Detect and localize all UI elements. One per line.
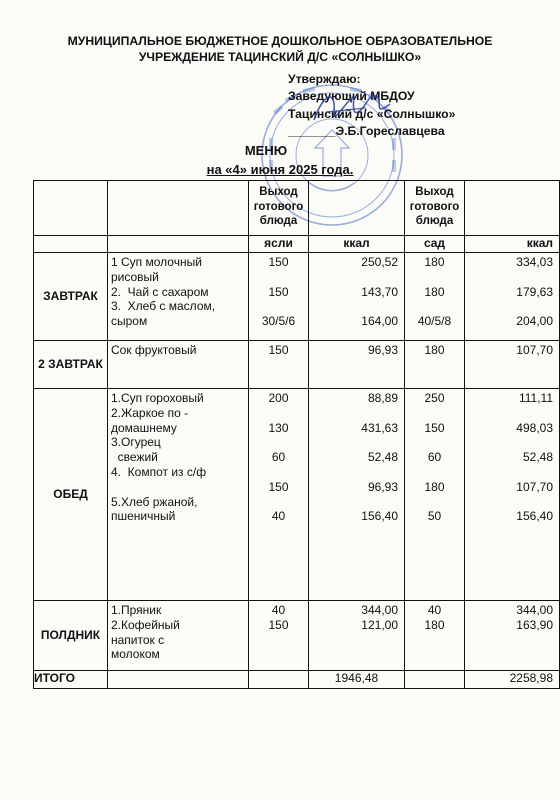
value-line bbox=[465, 270, 553, 285]
value-line: 40/5/8 bbox=[417, 314, 452, 329]
value-line: 40 bbox=[427, 603, 442, 617]
value-garden bbox=[405, 601, 465, 671]
value-line: 96,93 bbox=[367, 343, 398, 357]
value-garden bbox=[405, 389, 465, 601]
organization-line-2: УЧРЕЖДЕНИЕ ТАЦИНСКИЙ Д/С «СОЛНЫШКО» bbox=[138, 50, 422, 64]
dish-list bbox=[108, 341, 249, 389]
dish-line: сыром bbox=[111, 314, 148, 329]
value-line: 60 bbox=[271, 450, 286, 465]
value-line: 156,40 bbox=[361, 509, 398, 524]
dish-line: 3. Хлеб с маслом, bbox=[111, 299, 216, 314]
value-garden bbox=[405, 253, 465, 341]
value-line: 111,11 bbox=[518, 391, 553, 405]
dish-line: 1 Суп молочный bbox=[111, 255, 202, 269]
dish-line: 2.Жаркое по - bbox=[111, 405, 189, 420]
meal-row bbox=[34, 341, 560, 389]
column-kcal-nursery: ккал bbox=[309, 236, 405, 253]
approval-signatory: _______Э.Б.Гореславцева bbox=[288, 123, 445, 138]
value-line: 150 bbox=[268, 617, 289, 632]
value-line: 180 bbox=[424, 343, 445, 357]
total-label: ИТОГО bbox=[34, 671, 108, 689]
value-kcal1 bbox=[309, 601, 405, 671]
organization-line-1: МУНИЦИПАЛЬНОЕ БЮДЖЕТНОЕ ДОШКОЛЬНОЕ ОБРАЗОВАТЕЛЬНОЕ bbox=[67, 34, 493, 48]
total-kcal-nursery: 1946,48 bbox=[309, 671, 405, 689]
value-line: 150 bbox=[268, 255, 289, 269]
value-line bbox=[309, 435, 398, 450]
value-line: 143,70 bbox=[361, 284, 398, 299]
value-line bbox=[249, 495, 308, 510]
dish-list bbox=[108, 601, 249, 671]
value-line bbox=[249, 435, 308, 450]
value-line: 60 bbox=[427, 450, 442, 465]
value-line: 107,70 bbox=[516, 479, 553, 494]
value-kcal1 bbox=[309, 341, 405, 389]
value-line: 50 bbox=[427, 509, 442, 524]
value-line: 52,48 bbox=[367, 450, 398, 465]
meal-name: ОБЕД bbox=[34, 389, 108, 601]
value-kcal1 bbox=[309, 253, 405, 341]
dish-line: домашнему bbox=[111, 420, 177, 435]
value-line: 88,89 bbox=[367, 391, 398, 405]
dish-line: молоком bbox=[111, 647, 160, 662]
value-nursery bbox=[249, 389, 309, 601]
value-nursery bbox=[249, 601, 309, 671]
value-line: 344,00 bbox=[361, 603, 398, 617]
value-line: 156,40 bbox=[516, 509, 553, 524]
dish-line bbox=[111, 480, 245, 495]
dish-line: свежий bbox=[111, 450, 158, 465]
approval-organization: Тацинский д/с «Солнышко» bbox=[288, 106, 456, 121]
table-subheader-row bbox=[34, 236, 560, 253]
meal-row bbox=[34, 253, 560, 341]
meal-name: 2 ЗАВТРАК bbox=[34, 341, 108, 389]
value-line: 164,00 bbox=[361, 314, 398, 329]
value-line bbox=[249, 299, 308, 314]
value-line: 96,93 bbox=[367, 479, 398, 494]
meal-name: ЗАВТРАК bbox=[34, 253, 108, 341]
value-kcal2 bbox=[465, 341, 560, 389]
value-line bbox=[405, 299, 464, 314]
value-line: 498,03 bbox=[516, 420, 553, 435]
column-kcal-garden: ккал bbox=[465, 236, 560, 253]
value-line bbox=[465, 406, 553, 421]
value-line: 130 bbox=[268, 420, 289, 435]
value-line bbox=[309, 495, 398, 510]
value-line: 150 bbox=[424, 420, 445, 435]
value-line: 334,03 bbox=[516, 255, 553, 269]
dish-list bbox=[108, 253, 249, 341]
value-line bbox=[405, 495, 464, 510]
value-line bbox=[309, 465, 398, 480]
value-line bbox=[465, 465, 553, 480]
yield-header-1: Выход готового блюда bbox=[249, 181, 309, 236]
menu-table bbox=[33, 180, 560, 689]
dish-line: 5.Хлеб ржаной, bbox=[111, 494, 198, 509]
total-row bbox=[34, 671, 560, 689]
value-line bbox=[465, 435, 553, 450]
value-kcal1 bbox=[309, 389, 405, 601]
value-garden bbox=[405, 341, 465, 389]
value-line bbox=[309, 406, 398, 421]
value-line: 121,00 bbox=[361, 617, 398, 632]
yield-header-2: Выход готового блюда bbox=[405, 181, 465, 236]
value-line bbox=[249, 406, 308, 421]
value-line: 200 bbox=[268, 391, 289, 405]
value-kcal2 bbox=[465, 389, 560, 601]
approval-position: Заведующий МБДОУ bbox=[288, 89, 415, 104]
value-line: 150 bbox=[268, 284, 289, 299]
value-line: 163,90 bbox=[516, 617, 553, 632]
value-line bbox=[465, 299, 553, 314]
value-line: 431,63 bbox=[361, 420, 398, 435]
value-line: 40 bbox=[271, 603, 286, 617]
value-line bbox=[465, 495, 553, 510]
value-line: 107,70 bbox=[516, 343, 553, 357]
column-nursery: ясли bbox=[249, 236, 309, 253]
value-line bbox=[249, 465, 308, 480]
value-line: 180 bbox=[424, 479, 445, 494]
value-line: 179,63 bbox=[516, 284, 553, 299]
dish-line: 4. Компот из с/ф bbox=[111, 464, 207, 479]
total-kcal-garden: 2258,98 bbox=[465, 671, 560, 689]
table-header-row bbox=[34, 181, 560, 236]
menu-date: на «4» июня 2025 года. bbox=[206, 162, 354, 177]
approval-label: Утверждаю: bbox=[288, 72, 361, 86]
dish-line: 2.Кофейный bbox=[111, 617, 180, 632]
value-line bbox=[309, 299, 398, 314]
value-line: 40 bbox=[271, 509, 286, 524]
column-garden: сад bbox=[405, 236, 465, 253]
dish-line: 2. Чай с сахаром bbox=[111, 284, 209, 299]
dish-list bbox=[108, 389, 249, 601]
value-kcal2 bbox=[465, 601, 560, 671]
value-line: 180 bbox=[424, 617, 445, 632]
handwritten-signature bbox=[306, 82, 396, 132]
value-line: 344,00 bbox=[516, 603, 553, 617]
value-line: 250 bbox=[424, 391, 445, 405]
dish-line: Сок фруктовый bbox=[111, 343, 197, 357]
meal-row bbox=[34, 601, 560, 671]
dish-line: 1.Суп гороховый bbox=[111, 391, 204, 405]
value-nursery bbox=[249, 341, 309, 389]
meal-name: ПОЛДНИК bbox=[34, 601, 108, 671]
value-nursery bbox=[249, 253, 309, 341]
value-line: 204,00 bbox=[516, 314, 553, 329]
menu-title: МЕНЮ bbox=[244, 143, 288, 158]
dish-line: напиток с bbox=[111, 632, 165, 647]
value-line: 52,48 bbox=[522, 450, 553, 465]
value-line bbox=[309, 270, 398, 285]
value-line: 180 bbox=[424, 284, 445, 299]
value-line bbox=[405, 435, 464, 450]
value-line bbox=[405, 465, 464, 480]
value-kcal2 bbox=[465, 253, 560, 341]
value-line: 180 bbox=[424, 255, 445, 269]
value-line bbox=[405, 406, 464, 421]
dish-line: пшеничный bbox=[111, 509, 176, 524]
value-line: 30/5/6 bbox=[261, 314, 296, 329]
value-line: 150 bbox=[268, 479, 289, 494]
value-line: 250,52 bbox=[361, 255, 398, 269]
meal-row bbox=[34, 389, 560, 601]
value-line: 150 bbox=[268, 343, 289, 357]
value-line bbox=[249, 270, 308, 285]
dish-line: 1.Пряник bbox=[111, 603, 162, 617]
dish-line: рисовый bbox=[111, 269, 159, 284]
dish-line: 3.Огурец bbox=[111, 435, 161, 450]
value-line bbox=[405, 270, 464, 285]
